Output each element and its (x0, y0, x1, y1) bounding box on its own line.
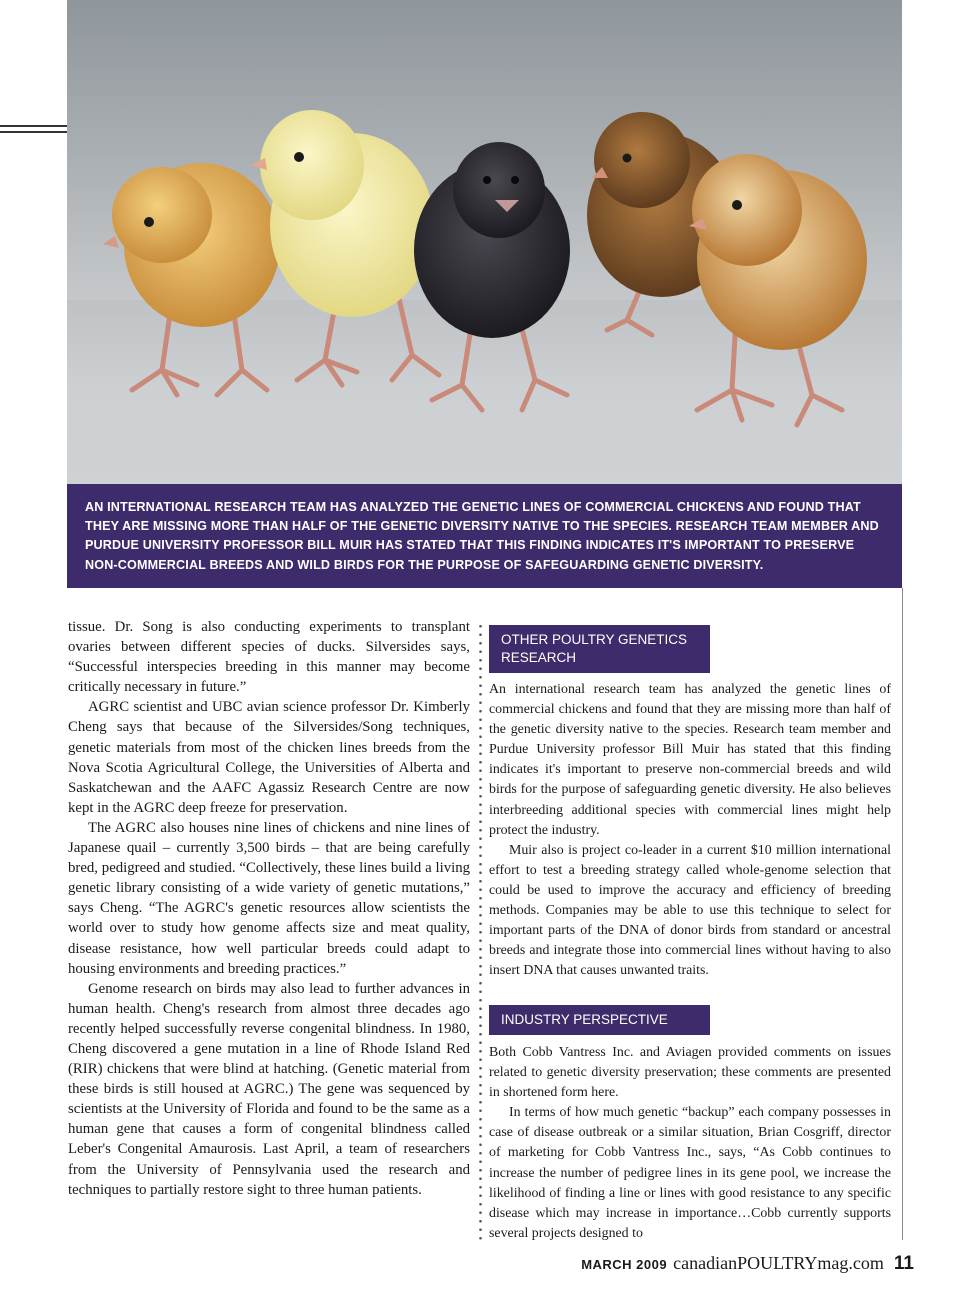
article-paragraph: The AGRC also houses nine lines of chickens and nine lines of Japanese quail – currently 3,500 birds – that are being carefully bred, pedigreed and studied. “Collectively, these lines build a living genetic library consisting of a wide variety of genetic mutations,” says Cheng. “The AGRC's genetic resources allow scientists the world over to study how genome affects size and meat quality, disease resistance, how well particular breeds could adapt to housing environments and breeding practices.” (68, 819, 470, 977)
issue-date: MARCH 2009 (581, 1257, 668, 1272)
sidebar-industry-body (489, 1043, 891, 1244)
sidebar-paragraph: Muir also is project co-leader in a current $10 million international effort to test a breeding strategy called whole-genome selection that could be used to improve the accuracy and efficiency of breeding methods. Companies may be able to use this technique to select for important parts of the DNA of donor birds from standard or ancestral breeds and integrate those into commercial lines without having to also insert DNA that causes unwanted traits. (489, 842, 891, 979)
sidebar-genetics-body (489, 680, 891, 981)
chicks-illustration (67, 0, 902, 484)
page-edge-rule (902, 588, 903, 1240)
sidebar-heading-label: OTHER POULTRY GENETICS RESEARCH (501, 632, 688, 665)
page-number: 11 (893, 1253, 914, 1274)
photo-caption: AN INTERNATIONAL RESEARCH TEAM HAS ANALYZED THE GENETIC LINES OF COMMERCIAL CHICKENS AND FOUND THAT THEY ARE MISSING MORE THAN HALF OF THE GENETIC DIVERSITY NATIVE TO THE SPECIES. RESEARCH TEAM MEMBER AND PURDUE UNIVERSITY PROFESSOR BILL MUIR HAS STATED THAT THIS FINDING INDICATES IT'S IMPORTANT TO PRESERVE NON-COMMERCIAL BREEDS AND WILD BIRDS FOR THE PURPOSE OF SAFEGUARDING GENETIC DIVERSITY. (67, 484, 902, 588)
article-paragraph: Genome research on birds may also lead to further advances in human health. Cheng's research from almost three decades ago recently helped successfully reverse congenital blindness. In 1980, Cheng discovered a gene mutation in a line of Rhode Island Red (RIR) chickens that were blind at hatching. (Genetic material from these birds is still housed at AGRC.) The gene was sequenced by scientists at the University of Florida and found to be the same as a human gene that causes a form of congenital blindness called Leber's Congenital Amaurosis. Last April, a team of researchers from the University of Pennsylvania used the research and techniques to partially restore sight to three human patients. (68, 980, 470, 1198)
margin-rule-top (0, 125, 67, 127)
sidebar-paragraph: An international research team has analyzed the genetic lines of commercial chickens and found that they are missing more than half of the genetic diversity native to the species. Research team member and Purdue University professor Bill Muir has stated that this finding indicates it's important to preserve non-commercial breeds and wild birds for the purpose of safeguarding genetic diversity. He also believes interbreeding additional species with commercial lines might help protect the industry. (489, 682, 891, 838)
article-paragraph: AGRC scientist and UBC avian science professor Dr. Kimberly Cheng says that because of the Silversides/Song techniques, genetic materials from most of the chicken lines breeds from the Nova Scotia Agricultural College, the Universities of Alberta and Saskatchewan and the AAFC Agassiz Research Centre are now kept in the AGRC deep freeze for preservation. (68, 699, 470, 816)
sidebar-heading-genetics (489, 625, 710, 673)
sidebar-paragraph: In terms of how much genetic “backup” each company possesses in case of disease outbreak or a similar situation, Brian Cosgriff, director of marketing for Cobb Vantress Inc., says, “As Cobb continues to increase the number of pedigree lines in its gene pool, we increase the likelihood of finding a line or lines with good resistance to any specific disease which may increase in importance…Cobb currently supports several projects designed to (489, 1105, 891, 1241)
sidebar-heading-label: INDUSTRY PERSPECTIVE (501, 1012, 668, 1027)
main-article-column (68, 617, 470, 1200)
column-divider-dots (479, 622, 482, 1242)
sidebar-paragraph: Both Cobb Vantress Inc. and Aviagen provided comments on issues related to genetic diversity preservation; these comments are presented in shortened form here. (489, 1045, 891, 1101)
article-paragraph: tissue. Dr. Song is also conducting experiments to transplant ovaries between different species of ducks. Silversides says, “Successful interspecies breeding in this manner may become critically necessary in future.” (68, 619, 470, 696)
chicks-photo (67, 0, 902, 484)
sidebar-heading-industry (489, 1005, 710, 1035)
magazine-website: canadianPOULTRYmag.com (673, 1253, 884, 1273)
margin-rule-bottom (0, 131, 67, 133)
page-footer (581, 1253, 914, 1275)
